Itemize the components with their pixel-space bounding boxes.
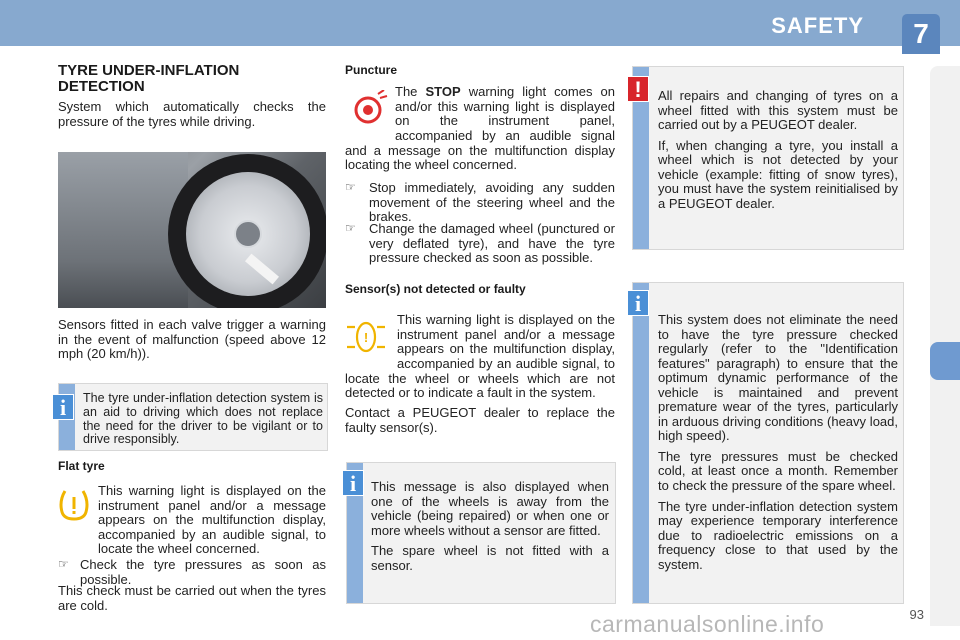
- info-box-text: The tyre under-inflation detection system is an aid to driving which does not replace the need for the driver to be vigilant or to drive responsibly.: [83, 391, 323, 447]
- flat-tyre-text: This warning light is displayed on the instrument panel and/or a message appears on the multifunction display, accompanied by an audible signal, to locate the wheel concerned.: [98, 483, 326, 557]
- info-right-p2: The tyre pressures must be checked cold, at least once a month. Remember to check the pressure of the spare wheel.: [658, 448, 898, 494]
- info-right-text: [658, 313, 898, 572]
- flat-tyre-heading: Flat tyre: [58, 459, 105, 473]
- sensor-contact: Contact a PEUGEOT dealer to replace the faulty sensor(s).: [345, 405, 615, 435]
- sensors-text: Sensors fitted in each valve trigger a warning in the event of malfunction (speed above 12 mph (20 km/h)).: [58, 317, 326, 362]
- puncture-heading: Puncture: [345, 63, 398, 77]
- puncture-text: [345, 85, 615, 173]
- exclamation-icon: !: [627, 76, 649, 102]
- pointing-hand-icon: ☞: [345, 180, 356, 194]
- wheel-photo: [58, 152, 326, 308]
- info-box-right: [632, 282, 904, 604]
- warning-text: [658, 89, 898, 211]
- sensor-text-body: This warning light is displayed on the instrument panel and/or a message appears on the multifunction display, accompanied by an audible signal, to locate the wheel or wheels which are not detected or to indicate a fault in the system.: [345, 312, 615, 401]
- watermark: carmanualsonline.info: [590, 611, 825, 637]
- chapter-tab: [902, 14, 940, 54]
- puncture-bullet-1-text: Stop immediately, avoiding any sudden movement of the steering wheel and the brakes.: [369, 180, 615, 225]
- wheel-hub: [234, 220, 262, 248]
- icon-spacer: [345, 313, 397, 365]
- warning-p2: If, when changing a tyre, you install a wheel which is not detected by your vehicle (example: fitting of snow tyres), you must have the system reinitialised by a PEUGEOT dealer.: [658, 137, 898, 211]
- info-box-middle: [346, 462, 616, 604]
- page-title: SAFETY: [771, 13, 864, 38]
- puncture-bullet-2: [345, 222, 615, 266]
- flat-tyre-warning-icon: [58, 488, 90, 522]
- header-bar: [0, 0, 960, 46]
- sensor-text: [345, 313, 615, 401]
- info-icon: i: [342, 470, 364, 496]
- flat-tyre-bullet-text: Check the tyre pressures as soon as possible.: [80, 557, 326, 587]
- puncture-text-pre: The: [395, 84, 418, 99]
- pointing-hand-icon: ☞: [58, 557, 69, 571]
- info-icon: i: [627, 290, 649, 316]
- puncture-text-body: warning light comes on and/or this warning light is displayed on the instrument panel, accompanied by an audible signal and a message on the multifunction display locating the wheel concerned.: [345, 84, 615, 173]
- info-right-p3: The tyre under-inflation detection system may experience temporary interference due to radioelectric emissions on a frequency close to that used by the system.: [658, 498, 898, 572]
- svg-text:!: !: [363, 330, 369, 345]
- info-icon: i: [52, 394, 74, 420]
- info-strip: [633, 283, 649, 603]
- sensor-heading: Sensor(s) not detected or faulty: [345, 282, 526, 296]
- section-heading: TYRE UNDER-INFLATION DETECTION: [58, 62, 240, 95]
- puncture-bullet-1: [345, 181, 615, 225]
- stop-label: STOP: [425, 84, 461, 99]
- side-index-marker: [930, 342, 960, 380]
- puncture-bullet-2-text: Change the damaged wheel (punctured or very deflated tyre), and have the tyre pressure checked as soon as possible.: [369, 221, 615, 266]
- intro-text: System which automatically checks the pressure of the tyres while driving.: [58, 99, 326, 129]
- info-middle-text: [371, 480, 609, 573]
- info-middle-p2: The spare wheel is not fitted with a sensor.: [371, 543, 609, 573]
- info-box-left: [58, 383, 328, 451]
- info-right-p1: This system does not eliminate the need to have the tyre pressure checked regularly (refer to the "Identification features" paragraph) to ensure that the optimum dynamic performance of the vehicle is maintained and prevent premature wear of the tyres, particularly in arduous driving conditions (heavy load, high speed).: [658, 312, 898, 444]
- chapter-number: 7: [913, 18, 929, 49]
- flat-tyre-note: This check must be carried out when the tyres are cold.: [58, 583, 326, 613]
- page-number: 93: [909, 607, 924, 622]
- warning-box: [632, 66, 904, 250]
- info-middle-p1: This message is also displayed when one of the wheels is away from the vehicle (being repaired) or when one or more wheels without a sensor are fitted.: [371, 479, 609, 538]
- pointing-hand-icon: ☞: [345, 221, 356, 235]
- warning-p1: All repairs and changing of tyres on a wheel fitted with this system must be carried out by a PEUGEOT dealer.: [658, 88, 898, 133]
- icon-spacer: [345, 85, 395, 135]
